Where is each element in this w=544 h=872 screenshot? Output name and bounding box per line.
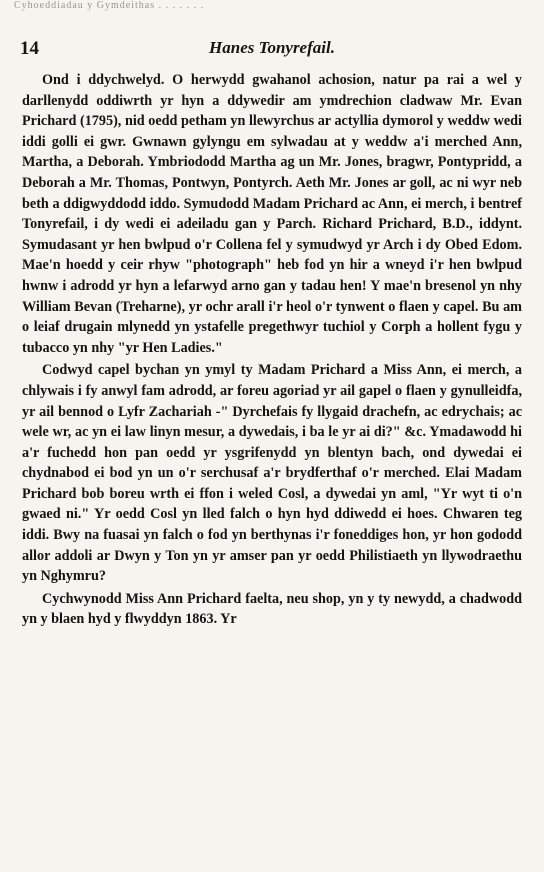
body-text bbox=[22, 70, 522, 632]
bleed-through-text: Cyhoeddiadau y Gymdeithas . . . . . . . bbox=[14, 0, 205, 11]
running-head bbox=[20, 38, 524, 60]
running-title: Hanes Tonyrefail. bbox=[209, 38, 335, 57]
paragraph-3: Cychwynodd Miss Ann Prichard faelta, neu shop, yn y ty newydd, a chadwodd yn y blaen hyd y flwyddyn 1863. Yr bbox=[22, 590, 522, 628]
paragraph-1: Ond i ddychwelyd. O herwydd gwahanol achosion, natur pa rai a wel y darllenydd oddiwrth yr hyn a ddywedir am ymdrechion cladwaw Mr. Evan Prichard (1795), nid oedd petham yn llewyrchus ar actyllia dymorol y weddw wedi iddi golli ei gwr. Gwnawn gylyngu em sylwadau at y weddw a'i merched Ann, Martha, a Deborah. Ymbriododd Martha ag un Mr. Jones, bragwr, Pontypridd, a Deborah a Mr. Thomas, Pontwyn, Pontyrch. Aeth Mr. Jones ar goll, ac ni wyr neb beth a ddigwyddodd iddo. Symudodd Madam Prichard ac Ann, ei merch, i bentref Tonyrefail, i dy wedi ei adeiladu gan y Parch. Richard Prichard, B.D., iddynt. Symudasant yr hen bwlpud o'r Collena fel y symudwyd yr Arch i dy Obed Edom. Mae'n hoedd y ceir rhyw "photograph" heb fod yn hir a wneyd i'r hen bwlpud hwnw i adrodd yr hyn a lefarwyd arno gan y tadau hen! Y mae'n bresenol yn nhy William Bevan (Treharne), yr ochr arall i'r heol o'r tynwent o flaen y capel. Bu am o leiaf drugain mlynedd yn ystafelle pregethwyr tuchiol y Corph a hollent fygu y tubacco yn nhy "yr Hen Ladies." bbox=[22, 72, 522, 356]
page-number: 14 bbox=[20, 38, 39, 59]
paragraph-2: Codwyd capel bychan yn ymyl ty Madam Prichard a Miss Ann, ei merch, a chlywais i fy anwyl fam adrodd, ar foreu agoriad yr ail gapel o flaen y gynulleidfa, yr ail bennod o Lyfr Zachariah -" Dyrchefais fy llygaid drachefn, ac edrychais; ac wele wr, ac yn ei law linyn mesur, a dywedais, i ba le yr ai di?" &c. Ymadawodd hi a'r fuchedd hon pan oedd yr ysgrifenydd yn blentyn bach, ond dywedai ei chydnabod ei bod yn un o'r serchusaf a'r brydferthaf o'r merched. Elai Madam Prichard bob boreu wrth ei ffon i weled Cosl, a dywedai yn aml, "Yr wyt ti o'n gwaed ni." Yr oedd Cosl yn lled falch o hyn hyd ddiwedd ei hoes. Chwaren teg iddi. Bwy na fuasai yn falch o fod yn berthynas i'r foneddiges hon, yr hon gododd allor addoli ar Dwyn y Ton yn yr amser pan yr oedd Philistiaeth yn llywodraethu yn Nghymru? bbox=[22, 362, 522, 585]
